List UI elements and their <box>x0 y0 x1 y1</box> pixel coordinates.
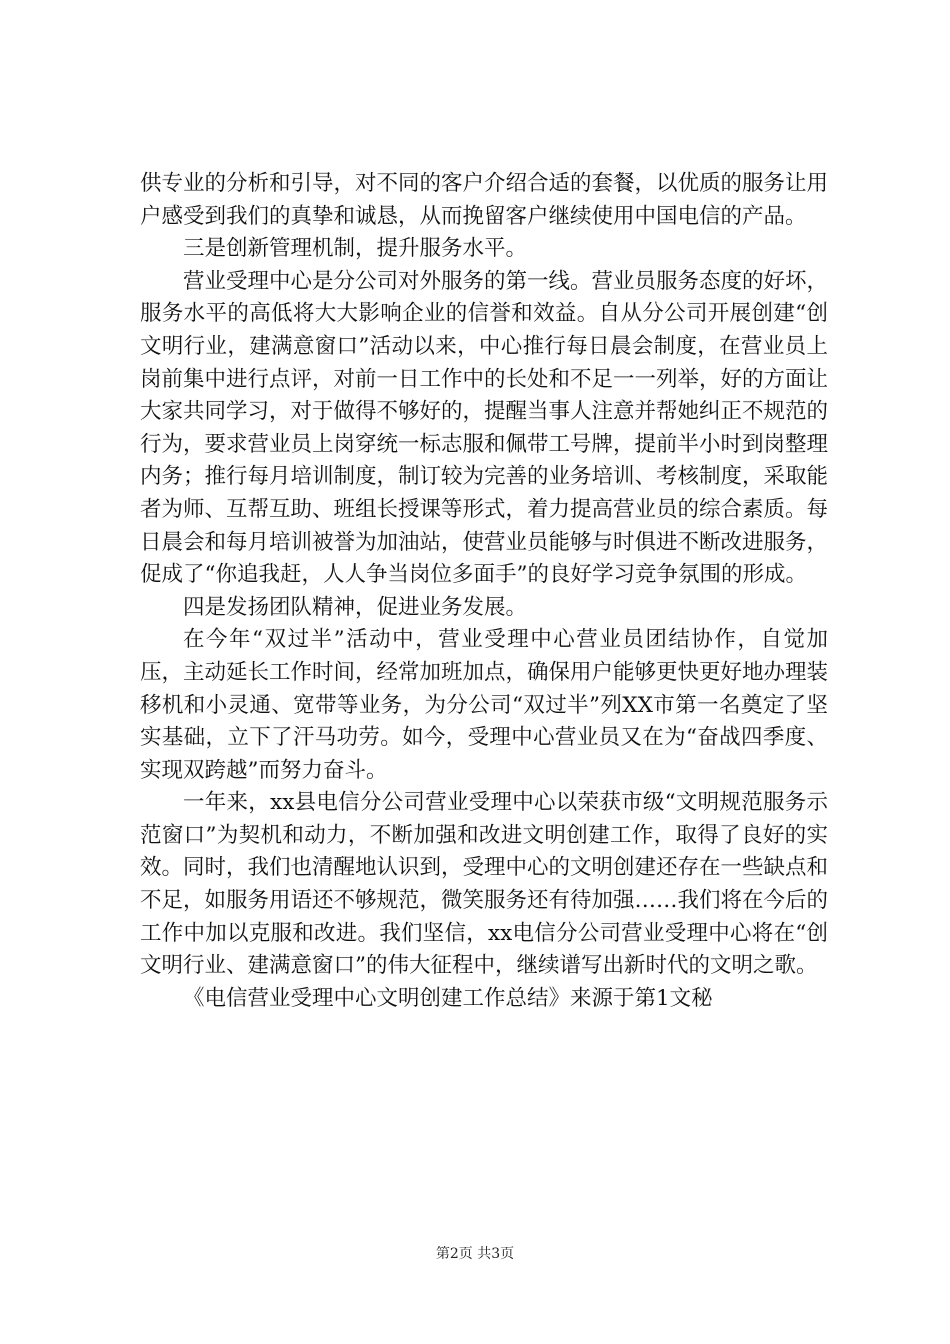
document-body <box>140 168 828 1015</box>
paragraph-heading-innovation: 三是创新管理机制，提升服务水平。 <box>183 236 528 262</box>
paragraph-double-half: 在今年“双过半”活动中，营业受理中心营业员团结协作，自觉加压，主动延长工作时间，经常加班加点，确保用户能够更快更好地办理装移机和小灵通、宽带等业务，为分公司“双过半”列XX市第一名奠定了坚实基础，立下了汗马功劳。如今，受理中心营业员又在为“奋战四季度、实现双跨越”而努力奋斗。 <box>140 627 829 783</box>
paragraph-source-note: 《电信营业受理中心文明创建工作总结》来源于第1文秘 <box>183 985 713 1011</box>
paragraph-service-center: 营业受理中心是分公司对外服务的第一线。营业员服务态度的好坏，服务水平的高低将大大影响企业的信誉和效益。自从分公司开展创建“创文明行业，建满意窗口”活动以来，中心推行每日晨会制度，在营业员上岗前集中进行点评，对前一日工作中的长处和不足一一列举，好的方面让大家共同学习，对于做得不够好的，提醒当事人注意并帮她纠正不规范的行为，要求营业员上岗穿统一标志服和佩带工号牌，提前半小时到岗整理内务；推行每月培训制度，制订较为完善的业务培训、考核制度，采取能者为师、互帮互助、班组长授课等形式，着力提高营业员的综合素质。每日晨会和每月培训被誉为加油站，使营业员能够与时俱进不断改进服务，促成了“你追我赶，人人争当岗位多面手”的良好学习竞争氛围的形成。 <box>140 268 829 588</box>
paragraph-heading-teamwork: 四是发扬团队精神，促进业务发展。 <box>183 594 528 620</box>
page-number-label: 第2页 共3页 <box>435 1246 515 1262</box>
paragraph-yearly-summary: 一年来，xx县电信分公司营业受理中心以荣获市级“文明规范服务示范窗口”为契机和动力，不断加强和改进文明创建工作，取得了良好的实效。同时，我们也清醒地认识到，受理中心的文明创建还存在一些缺点和不足，如服务用语还不够规范，微笑服务还有待加强……我们将在今后的工作中加以克服和改进。我们坚信，xx电信分公司营业受理中心将在“创文明行业、建满意窗口”的伟大征程中，继续谱写出新时代的文明之歌。 <box>140 790 829 979</box>
paragraph-continuation: 供专业的分析和引导，对不同的客户介绍合适的套餐，以优质的服务让用户感受到我们的真挚和诚恳，从而挽留客户继续使用中国电信的产品。 <box>140 171 829 229</box>
page-footer <box>0 1244 950 1264</box>
